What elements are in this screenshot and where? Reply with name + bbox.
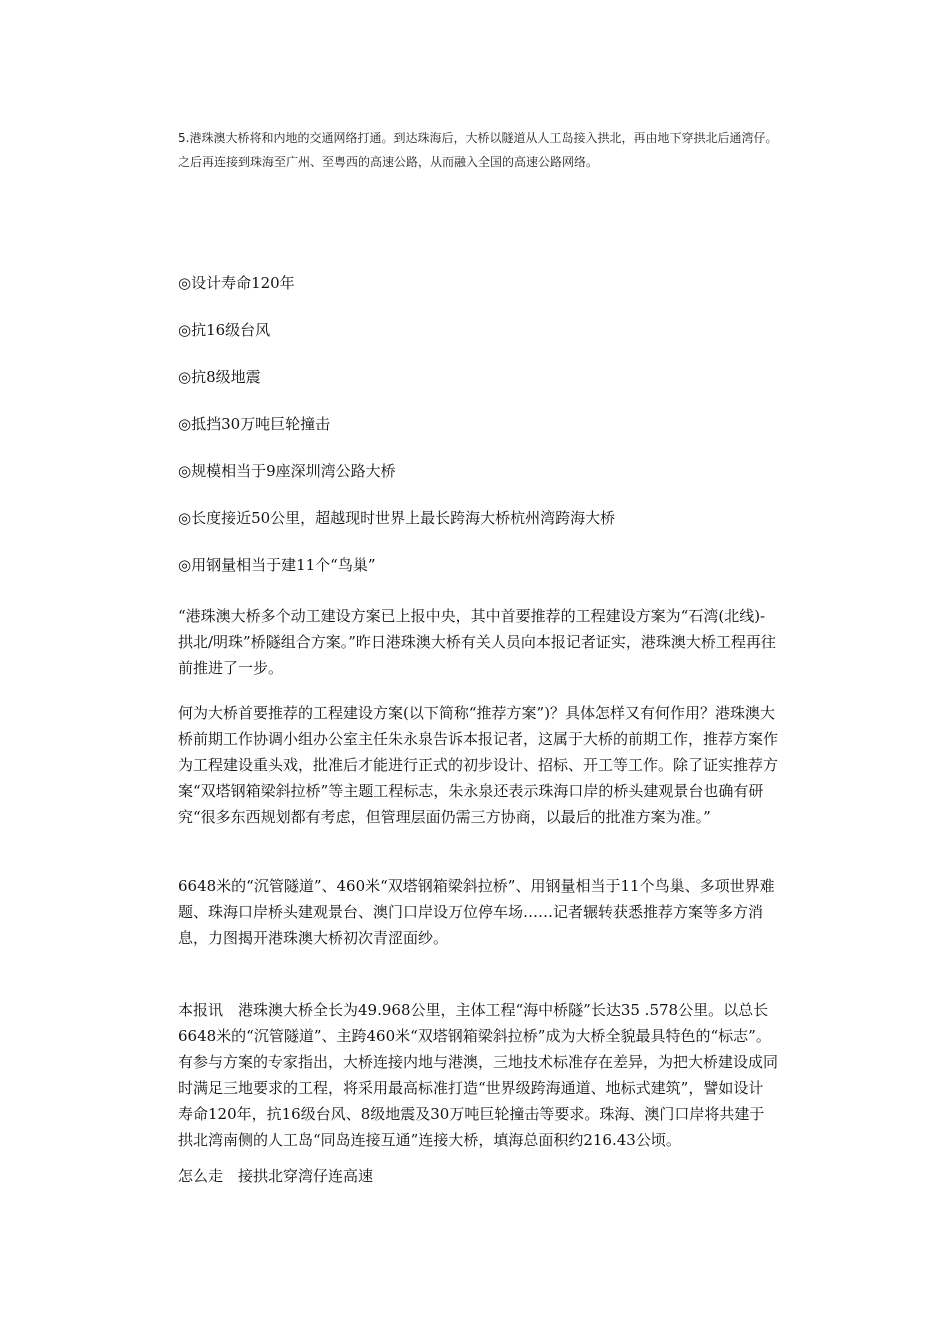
highlights-list — [178, 270, 778, 599]
highlight-item: ◎抗8级地震 — [178, 368, 261, 386]
highlight-item: ◎抗16级台风 — [178, 321, 271, 339]
highlight-item: ◎设计寿命120年 — [178, 274, 295, 292]
section-heading: 怎么走 接拱北穿湾仔连高速 — [178, 1167, 374, 1185]
highlight-item: ◎抵挡30万吨巨轮撞击 — [178, 415, 331, 433]
intro-paragraph: 5.港珠澳大桥将和内地的交通网络打通。到达珠海后，大桥以隧道从人工岛接入拱北，再由地下穿拱北后通湾仔。之后再连接到珠海至广州、至粤西的高速公路，从而融入全国的高速公路网络。 — [178, 131, 778, 169]
article-paragraph: 6648米的“沉管隧道”、460米“双塔钢箱梁斜拉桥”、用钢量相当于11个鸟巢、多项世界难题、珠海口岸桥头建观景台、澳门口岸设万位停车场……记者辗转获悉推荐方案等多方消息，力图揭开港珠澳大桥初次青涩面纱。 — [178, 877, 775, 947]
article-paragraph: “港珠澳大桥多个动工建设方案已上报中央，其中首要推荐的工程建设方案为“石湾(北线)-拱北/明珠”桥隧组合方案。”昨日港珠澳大桥有关人员向本报记者证实，港珠澳大桥工程再往前推进了一步。 — [178, 607, 776, 677]
highlight-item: ◎长度接近50公里，超越现时世界上最长跨海大桥杭州湾跨海大桥 — [178, 509, 616, 527]
highlight-item: ◎规模相当于9座深圳湾公路大桥 — [178, 462, 396, 480]
article-paragraph: 本报讯 港珠澳大桥全长为49.968公里，主体工程“海中桥隧”长达35 .578公里。以总长6648米的“沉管隧道”、主跨460米“双塔钢箱梁斜拉桥”成为大桥全貌最具特色的“标志”。有参与方案的专家指出，大桥连接内地与港澳，三地技术标准存在差异，为把大桥建设成同时满足三地要求的工程，将采用最高标准打造“世界级跨海通道、地标式建筑”，譬如设计寿命120年，抗16级台风、8级地震及30万吨巨轮撞击等要求。珠海、澳门口岸将共建于拱北湾南侧的人工岛“同岛连接互通”连接大桥，填海总面积约216.43公顷。 — [178, 1001, 779, 1149]
article-paragraph: 何为大桥首要推荐的工程建设方案(以下简称“推荐方案”)？具体怎样又有何作用？港珠澳大桥前期工作协调小组办公室主任朱永泉告诉本报记者，这属于大桥的前期工作，推荐方案作为工程建设重头戏，批准后才能进行正式的初步设计、招标、开工等工作。除了证实推荐方案“双塔钢箱梁斜拉桥”等主题工程标志，朱永泉还表示珠海口岸的桥头建观景台也确有研究“很多东西规划都有考虑，但管理层面仍需三方协商，以最后的批准方案为准。” — [178, 704, 779, 826]
highlight-item: ◎用钢量相当于建11个“鸟巢” — [178, 556, 376, 574]
